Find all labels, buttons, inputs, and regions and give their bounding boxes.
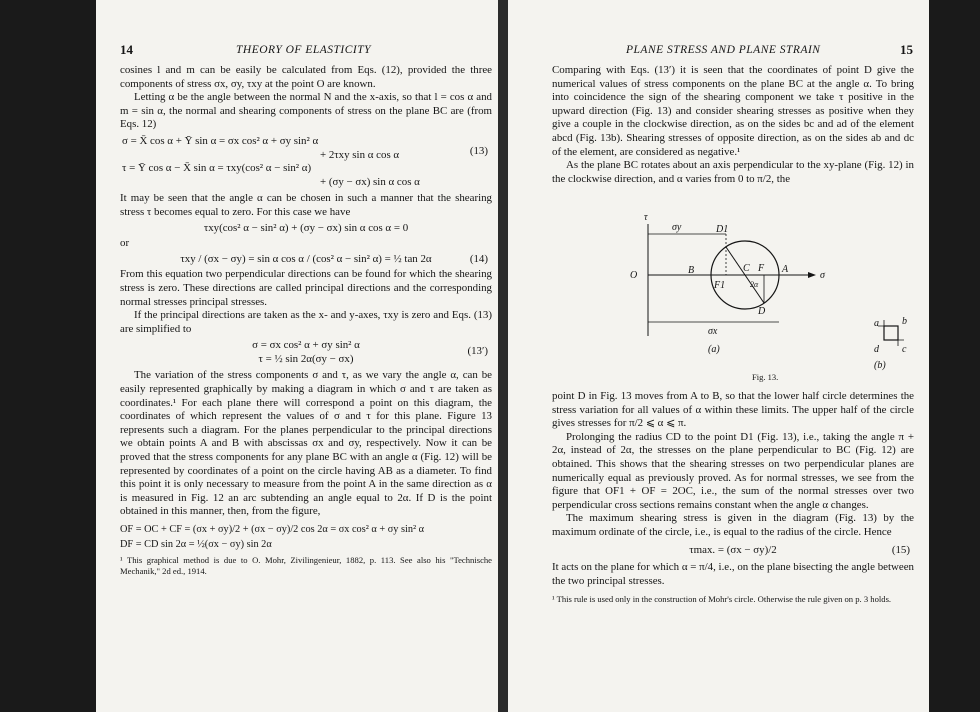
text-column-bottom: [552, 390, 914, 605]
corner-b-label: b: [902, 316, 907, 327]
equation-line: τ = ½ sin 2α(σy − σx): [258, 352, 354, 365]
paragraph: Letting α be the angle between the normal N and the x-axis, so that l = cos α and m = sin α, the normal and shearing components of stress on the plane BC are (from Eqs. 12): [120, 91, 492, 131]
equation-13: [120, 135, 492, 189]
figure-caption: Fig. 13.: [752, 372, 779, 382]
sigma-x-label: σx: [708, 326, 718, 337]
sigma-y-label: σy: [672, 222, 682, 233]
f1-label: F1: [714, 280, 726, 291]
equation-number: (13): [469, 144, 488, 157]
paragraph: cosines l and m can be easily be calculated from Eqs. (12), provided the three components of stress σx, σy, τxy at the point O are known.: [120, 64, 492, 90]
paragraph: From this equation two perpendicular directions can be found for which the shearing stress is zero. These directions are called principal directions and the corresponding normal stresses principal stresses.: [120, 268, 492, 308]
d1-label: D1: [716, 224, 729, 235]
equation-df: DF = CD sin 2α = ½(σx − σy) sin 2α: [120, 538, 272, 550]
equation-15: [552, 544, 914, 558]
equation-of: OF = OC + CF = (σx + σy)/2 + (σx − σy)/2 cos 2α = σx cos² α + σy sin² α: [120, 524, 425, 535]
running-header: PLANE STRESS AND PLANE STRAIN: [626, 44, 821, 56]
equation-line: + (σy − σx) sin α cos α: [320, 175, 420, 188]
equation-body: τxy / (σx − σy) = sin α cos α / (cos² α − sin² α) = ½ tan 2α: [180, 252, 432, 265]
corner-d-label: d: [874, 344, 879, 355]
equation-number: (14): [469, 252, 488, 265]
page-number: 15: [900, 42, 913, 57]
point-c-label: C: [743, 263, 750, 274]
equation-number: (13′): [467, 345, 488, 358]
sigma-label: σ: [820, 270, 825, 281]
book-gutter: [498, 0, 508, 712]
paragraph: If the principal directions are taken as the x- and y-axes, τxy is zero and Eqs. (13) are simplified to: [120, 309, 492, 335]
tau-label: τ: [644, 212, 648, 223]
corner-a-label: a: [874, 318, 879, 329]
point-b-label: B: [688, 265, 695, 276]
equation-body: τmax. = (σx − σy)/2: [689, 543, 777, 556]
paragraph: The maximum shearing stress is given in the diagram (Fig. 13) by the maximum ordinate of the circle, i.e., is equal to the radius of the circle. Hence: [552, 512, 914, 538]
part-b-label: (b): [874, 360, 886, 371]
text-column: [120, 64, 492, 577]
equation-line: + 2τxy sin α cos α: [320, 148, 400, 161]
stress-element: [884, 326, 898, 340]
origin-label: O: [630, 270, 638, 281]
equation-line: τ = Ȳ cos α − X̄ sin α = τxy(cos² α − sin² α): [122, 162, 312, 175]
point-a-label: A: [782, 264, 789, 275]
running-header: THEORY OF ELASTICITY: [236, 44, 372, 56]
paragraph: Prolonging the radius CD to the point D1 (Fig. 13), i.e., taking the angle π + 2α, instead of 2α, the stresses on the plane perpendicular to BC (Fig. 12) are obtained. This shows that the shearing stresses on two perpendicular planes are numerically equal as previously proved. As for normal stresses, we see from the figure that OF1 + OF = 2OC, i.e., the sum of the normal stresses over two perpendicular cross sections remains constant when the angle α changes.: [552, 430, 914, 511]
equation-13-prime: [120, 339, 492, 366]
paragraph: It acts on the plane for which α = π/4, i.e., on the plane bisecting the angle between the two principal stresses.: [552, 561, 914, 587]
point-f-label: F: [758, 263, 765, 274]
equation-14: [120, 253, 492, 267]
paragraph: As the plane BC rotates about an axis perpendicular to the xy-plane (Fig. 12) in the clockwise direction, and α varies from 0 to π/2, the: [552, 159, 914, 185]
mohr-circle-figure: [608, 212, 918, 378]
right-page: [508, 0, 929, 712]
equation-line: σ = σx cos² α + σy sin² α: [252, 339, 360, 352]
point-d-label: D: [758, 306, 766, 317]
page-number: 14: [120, 42, 133, 57]
paragraph: Comparing with Eqs. (13′) it is seen that the coordinates of point D give the numerical values of stress components on the plane BC at the angle α. To bring into coincidence the sign of the shearing component we take τ positive in the upward direction (Fig. 13) and consider shearing stresses as positive when they give a couple in the clockwise direction, as on the sides bc and ad of the element abcd (Fig. 13b). Shearing stresses of opposite direction, as on the sides ab and dc of the element, are considered as negative.¹: [552, 64, 914, 158]
footnote: ¹ This graphical method is due to O. Mohr, Zivilingenieur, 1882, p. 113. See also his "Technische Mechanik," 2d ed., 1914.: [120, 555, 492, 577]
footnote: ¹ This rule is used only in the construction of Mohr's circle. Otherwise the rule given on p. 3 holds.: [552, 594, 892, 605]
part-a-label: (a): [708, 344, 720, 355]
left-page: [96, 0, 498, 712]
equation-number: (15): [891, 543, 910, 556]
paragraph: point D in Fig. 13 moves from A to B, so that the lower half circle determines the stress variation for all values of α within these limits. The upper half of the circle gives stresses for π/2 ⩽ α ⩽ π.: [552, 390, 914, 430]
corner-c-label: c: [902, 344, 907, 355]
sigma-axis-arrow-icon: [808, 272, 816, 278]
paragraph: The variation of the stress components σ and τ, as we vary the angle α, can be easily represented graphically by making a diagram in which σ and τ are taken as coordinates.¹ For each plane there will correspond a point on this diagram, the coordinates of which represent the values of σ and τ for this plane. Figure 13 represents such a diagram. For the planes perpendicular to the principal directions we obtain points A and B with abscissas σx and σy, respectively. Now it can be proved that the stress components for any plane BC with an angle α (Fig. 12) will be represented by coordinates of a point on the circle having AB as a diameter. To find this point it is only necessary to measure from the point A in the same direction as α is measured in Fig. 12 an arc subtending an angle equal to 2α. If D is the point obtained in this manner, then, from the figure,: [120, 369, 492, 518]
text-column-top: [552, 64, 914, 186]
paragraph: It may be seen that the angle α can be chosen in such a manner that the shearing stress τ becomes equal to zero. For this case we have: [120, 192, 492, 218]
two-alpha-label: 2α: [750, 280, 759, 289]
equation-line: σ = X̄ cos α + Ȳ sin α = σx cos² α + σy sin² α: [122, 134, 319, 147]
equation: τxy(cos² α − sin² α) + (σy − σx) sin α cos α = 0: [203, 221, 409, 234]
or-text: or: [120, 237, 130, 250]
